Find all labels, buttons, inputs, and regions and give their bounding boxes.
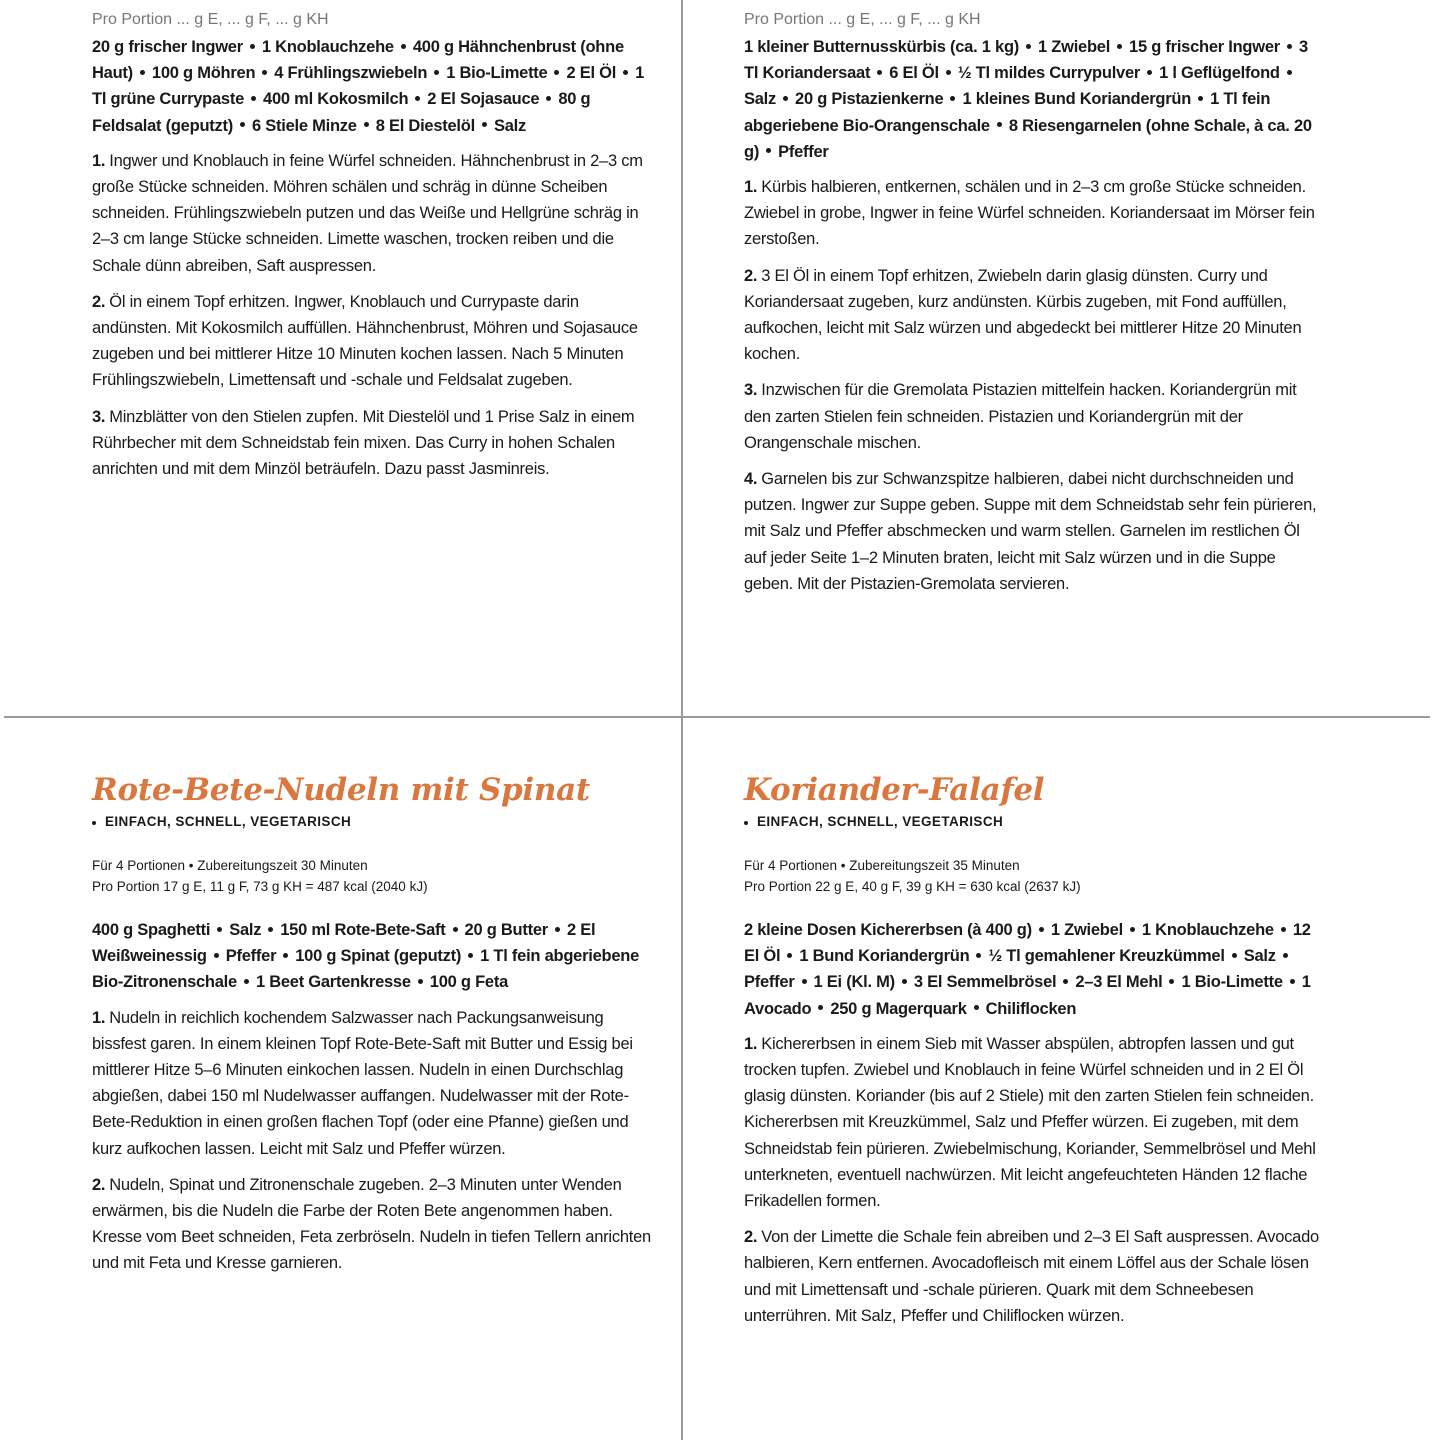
bullet-separator-icon (482, 122, 487, 127)
bullet-separator-icon (1287, 44, 1292, 49)
bullet-separator-icon (1232, 953, 1237, 958)
bullet-separator-icon (623, 70, 628, 75)
step-text: Kichererbsen in einem Sieb mit Wasser abspülen, abtropfen lassen und gut trocken tupfen. Zwiebel und Knoblauch in feine Würfel schneiden und in 2 El Öl glasig dünsten. Koriander (bis auf 2 Stiele) mit den zarten Stielen fein schneiden. Kichererbsen mit Kreuzkümmel, Salz und Pfeffer würzen. Ei zugeben, mit dem Schneidstab fein pürieren. Zwiebelmischung, Koriander, Semmelbrösel und Mehl unterkneten, eventuell nachwürzen. Mit leicht angefeuchteten Händen 12 flache Frikadellen formen. (744, 1034, 1316, 1211)
bullet-separator-icon (217, 927, 222, 932)
bullet-separator-icon (364, 122, 369, 127)
ingredient-item: 6 El Öl (889, 64, 939, 83)
ingredient-item: 250 g Magerquark (830, 999, 967, 1018)
step-number: 1. (744, 178, 758, 197)
tags-label: EINFACH, SCHNELL, VEGETARISCH (757, 814, 1004, 829)
step-text: Garnelen bis zur Schwanzspitze halbieren, dabei nicht durchschneiden und putzen. Ingwer zur Suppe geben. Suppe mit dem Schneidstab sehr fein pürieren, mit Salz und Pfeffer abschmecken und warm stellen. Garnelen im restlichen Öl auf jeder Seite 1–2 Minuten braten, leicht mit Salz würzen und in die Suppe geben. Mit der Pistazien-Gremolata servieren. (744, 470, 1317, 593)
bullet-separator-icon (950, 96, 955, 101)
bullet-separator-icon (1117, 44, 1122, 49)
bullet-separator-icon (1290, 979, 1295, 984)
preparation-step (744, 174, 1324, 253)
step-number: 2. (92, 1175, 106, 1194)
step-text: 3 El Öl in einem Topf erhitzen, Zwiebeln darin glasig dünsten. Curry und Koriandersaat zugeben, kurz andünsten. Kürbis zugeben, mit Fond auffüllen, aufkochen, leicht mit Salz würzen und abgedeckt bei mittlerer Hitze 20 Minuten kochen. (744, 266, 1302, 364)
ingredient-list (744, 917, 1324, 1022)
cut-off-nutrition-line: Pro Portion ... g E, ... g F, ... g KH (92, 11, 329, 28)
ingredient-item: 1 Tl grüne Currypaste (92, 64, 645, 109)
bullet-separator-icon (974, 1005, 979, 1010)
recipe-tags (92, 814, 652, 829)
ingredient-item: 20 g Pistazienkerne (795, 90, 944, 109)
bullet-separator-icon (1281, 927, 1286, 932)
bullet-separator-icon (946, 70, 951, 75)
step-number: 2. (744, 266, 758, 285)
preparation-steps (92, 148, 652, 482)
step-number: 1. (92, 151, 106, 170)
ingredient-item: Pfeffer (778, 142, 829, 161)
recipe-pumpkin-soup (744, 11, 1324, 607)
bullet-separator-icon (401, 44, 406, 49)
ingredient-item: 8 Riesengarnelen (ohne Schale, à ca. 20 g) (744, 116, 1312, 161)
tags-label: EINFACH, SCHNELL, VEGETARISCH (105, 814, 352, 829)
bullet-separator-icon (766, 148, 771, 153)
ingredient-item: 400 g Hähnchenbrust (ohne Haut) (92, 38, 624, 83)
step-number: 1. (92, 1008, 106, 1027)
ingredient-item: 2 El Öl (566, 64, 617, 83)
ingredient-item: 1 kleines Bund Koriandergrün (962, 90, 1192, 109)
ingredient-item: 1 Tl fein abgeriebene Bio-Orangenschale (744, 90, 1271, 135)
bullet-separator-icon (1283, 953, 1288, 958)
recipe-chicken-curry (92, 11, 652, 492)
ingredient-item: 1 Bio-Limette (1181, 973, 1283, 992)
ingredient-item: 1 Beet Gartenkresse (255, 973, 411, 992)
bullet-separator-icon (1287, 70, 1292, 75)
step-text: Inzwischen für die Gremolata Pistazien mittelfein hacken. Koriandergrün mit den zarten Stielen fein schneiden. Pistazien und Koriandergrün mit der Orangenschale mischen. (744, 381, 1297, 452)
step-text: Nudeln in reichlich kochendem Salzwasser nach Packungsanweisung bissfest garen. In einem kleinen Topf Rote-Bete-Saft mit Butter und Essig bei mittlerer Hitze 5–6 Minuten einkochen lassen. Nudeln in einen Durchschlag abgießen, dabei 150 ml Nudelwasser auffangen. Nudelwasser mit der Rote-Bete-Reduktion in einen großen flachen Topf (oder eine Pfanne) gießen und kurz aufkochen lassen. Leicht mit Salz und Pfeffer würzen. (92, 1008, 633, 1158)
step-number: 3. (92, 407, 106, 426)
ingredient-item: 1 Tl fein abgeriebene Bio-Zitronenschale (92, 947, 640, 992)
bullet-icon (92, 821, 96, 825)
bullet-separator-icon (554, 70, 559, 75)
ingredient-list (744, 34, 1324, 165)
preparation-steps (92, 1005, 652, 1277)
bullet-separator-icon (555, 927, 560, 932)
ingredient-item: 100 g Spinat (geputzt) (295, 947, 462, 966)
ingredient-item: 4 Frühlingszwiebeln (274, 64, 428, 83)
preparation-step (92, 404, 652, 483)
ingredient-item: 1 Bio-Limette (446, 64, 548, 83)
bullet-separator-icon (268, 927, 273, 932)
bullet-separator-icon (214, 953, 219, 958)
ingredient-item: 100 g Feta (429, 973, 509, 992)
bullet-separator-icon (1198, 96, 1203, 101)
ingredient-item: 2 kleine Dosen Kichererbsen (à 400 g) (744, 921, 1032, 939)
ingredient-item: 3 El Semmelbrösel (913, 973, 1057, 992)
ingredient-item: 150 ml Rote-Bete-Saft (280, 921, 446, 939)
bullet-separator-icon (240, 122, 245, 127)
ingredient-item: Salz (493, 116, 526, 135)
preparation-step (92, 1005, 652, 1162)
ingredient-item: 1 Avocado (744, 973, 1311, 1018)
ingredient-item: 400 g Spaghetti (92, 921, 211, 939)
servings-and-time: Für 4 Portionen • Zubereitungszeit 30 Minuten (92, 858, 368, 873)
step-text: Kürbis halbieren, entkernen, schälen und in 2–3 cm große Stücke schneiden. Zwiebel in grobe, Ingwer in feine Würfel schneiden. Koriandersaat im Mörser fein zerstoßen. (744, 178, 1315, 249)
bullet-separator-icon (244, 979, 249, 984)
ingredient-item: 1 Bund Koriandergrün (799, 947, 970, 966)
ingredient-item: 80 g Feldsalat (geputzt) (92, 90, 591, 135)
ingredient-item: Pfeffer (744, 973, 795, 992)
bullet-separator-icon (262, 70, 267, 75)
ingredient-item: ½ Tl mildes Currypulver (957, 64, 1141, 83)
bullet-separator-icon (468, 953, 473, 958)
ingredient-item: ½ Tl gemahlener Kreuzkümmel (988, 947, 1225, 966)
ingredient-item: Salz (229, 921, 262, 939)
ingredient-item: 1 Knoblauchzehe (1141, 921, 1274, 939)
preparation-step (92, 148, 652, 279)
ingredient-item: 20 g frischer Ingwer (92, 38, 243, 56)
step-text: Öl in einem Topf erhitzen. Ingwer, Knoblauch und Currypaste darin andünsten. Mit Kokosmilch auffüllen. Hähnchenbrust, Möhren und Sojasauce zugeben und bei mittlerer Hitze 10 Minuten kochen lassen. Nach 5 Minuten Frühlingszwiebeln, Limettensaft und -schale und Feldsalat zugeben. (92, 292, 638, 390)
ingredient-list (92, 34, 652, 139)
bullet-separator-icon (434, 70, 439, 75)
ingredient-item: Pfeffer (225, 947, 277, 966)
bullet-separator-icon (976, 953, 981, 958)
bullet-separator-icon (783, 96, 788, 101)
bullet-icon (744, 821, 748, 825)
step-number: 3. (744, 381, 758, 400)
ingredient-item: 2 El Weißweinessig (92, 921, 596, 966)
bullet-separator-icon (251, 96, 256, 101)
recipe-meta (92, 855, 652, 897)
preparation-step (92, 289, 652, 394)
ingredient-item: 2 El Sojasauce (427, 90, 540, 109)
ingredient-item: 1 Zwiebel (1050, 921, 1123, 939)
bullet-separator-icon (1026, 44, 1031, 49)
recipe-title: Rote-Bete-Nudeln mit Spinat (92, 772, 590, 808)
ingredient-item: 1 kleiner Butternusskürbis (ca. 1 kg) (744, 38, 1020, 56)
ingredient-item: 100 g Möhren (151, 64, 256, 83)
servings-and-time: Für 4 Portionen • Zubereitungszeit 35 Minuten (744, 858, 1020, 873)
ingredient-item: Chiliflocken (985, 999, 1077, 1018)
step-text: Nudeln, Spinat und Zitronenschale zugeben. 2–3 Minuten unter Wenden erwärmen, bis die Nudeln die Farbe der Roten Bete angenommen haben. Kresse vom Beet schneiden, Feta zerbröseln. Nudeln in tiefen Tellern anrichten und mit Feta und Kresse garnieren. (92, 1175, 651, 1273)
bullet-separator-icon (250, 44, 255, 49)
row-divider-horizontal (4, 716, 1430, 718)
bullet-separator-icon (1169, 979, 1174, 984)
bullet-separator-icon (140, 70, 145, 75)
recipe-meta (744, 855, 1324, 897)
bullet-separator-icon (1147, 70, 1152, 75)
ingredient-item: 1 Zwiebel (1038, 38, 1111, 56)
bullet-separator-icon (418, 979, 423, 984)
step-text: Minzblätter von den Stielen zupfen. Mit Diestelöl und 1 Prise Salz in einem Rührbecher mit dem Schneidstab fein mixen. Das Curry in hohen Schalen anrichten und mit dem Minzöl beträufeln. Dazu passt Jasminreis. (92, 407, 635, 479)
bullet-separator-icon (902, 979, 907, 984)
ingredient-item: 6 Stiele Minze (252, 116, 357, 135)
ingredient-item: 1 Ei (Kl. M) (813, 973, 895, 992)
ingredient-item: Salz (744, 90, 777, 109)
nutrition-per-portion: Pro Portion 17 g E, 11 g F, 73 g KH = 487 kcal (2040 kJ) (92, 879, 428, 894)
bullet-separator-icon (877, 70, 882, 75)
ingredient-item: 15 g frischer Ingwer (1129, 38, 1280, 56)
preparation-step (744, 377, 1324, 456)
nutrition-per-portion: Pro Portion 22 g E, 40 g F, 39 g KH = 630 kcal (2637 kJ) (744, 879, 1081, 894)
ingredient-item: Salz (1243, 947, 1276, 966)
bullet-separator-icon (283, 953, 288, 958)
recipe-coriander-falafel (744, 772, 1324, 1339)
ingredient-list (92, 917, 652, 996)
step-number: 1. (744, 1034, 758, 1053)
bullet-separator-icon (1130, 927, 1135, 932)
recipe-title: Koriander-Falafel (744, 772, 1045, 808)
recipe-beetroot-noodles (92, 772, 652, 1287)
bullet-separator-icon (1039, 927, 1044, 932)
ingredient-item: 20 g Butter (464, 921, 548, 939)
preparation-step (744, 1224, 1324, 1329)
step-number: 2. (92, 292, 106, 311)
ingredient-item: 3 Tl Koriandersaat (744, 38, 1308, 83)
bullet-separator-icon (787, 953, 792, 958)
recipe-tags (744, 814, 1324, 829)
bullet-separator-icon (546, 96, 551, 101)
step-number: 2. (744, 1228, 758, 1247)
ingredient-item: 12 El Öl (744, 921, 1311, 966)
step-text: Ingwer und Knoblauch in feine Würfel schneiden. Hähnchenbrust in 2–3 cm große Stücke schneiden. Möhren schälen und schräg in dünne Scheiben schneiden. Frühlingszwiebeln putzen und das Weiße und Hellgrüne schräg in 2–3 cm lange Stücke schneiden. Limette waschen, trocken reiben und die Schale dünn abreiben, Saft auspressen. (92, 151, 643, 275)
bullet-separator-icon (818, 1005, 823, 1010)
preparation-step (744, 263, 1324, 368)
preparation-step (92, 1172, 652, 1277)
step-number: 4. (744, 470, 758, 489)
bullet-separator-icon (997, 122, 1002, 127)
ingredient-item: 2–3 El Mehl (1075, 973, 1163, 992)
bullet-separator-icon (1063, 979, 1068, 984)
bullet-separator-icon (415, 96, 420, 101)
bullet-separator-icon (802, 979, 807, 984)
preparation-steps (744, 174, 1324, 597)
ingredient-item: 1 Knoblauchzehe (261, 38, 394, 56)
preparation-step (744, 1031, 1324, 1214)
preparation-steps (744, 1031, 1324, 1329)
cut-off-nutrition-line: Pro Portion ... g E, ... g F, ... g KH (744, 11, 981, 28)
ingredient-item: 1 l Geflügelfond (1159, 64, 1280, 83)
preparation-step (744, 466, 1324, 597)
bullet-separator-icon (453, 927, 458, 932)
ingredient-item: 8 El Diestelöl (375, 116, 475, 135)
step-text: Von der Limette die Schale fein abreiben und 2–3 El Saft auspressen. Avocado halbieren, Kern entfernen. Avocadofleisch mit einem Löffel aus der Schale lösen und mit Limettensaft und -schale pürieren. Quark mit dem Schneebesen unterrühren. Mit Salz, Pfeffer und Chiliflocken würzen. (744, 1228, 1319, 1325)
ingredient-item: 400 ml Kokosmilch (263, 90, 409, 109)
column-divider-vertical (681, 0, 683, 1440)
